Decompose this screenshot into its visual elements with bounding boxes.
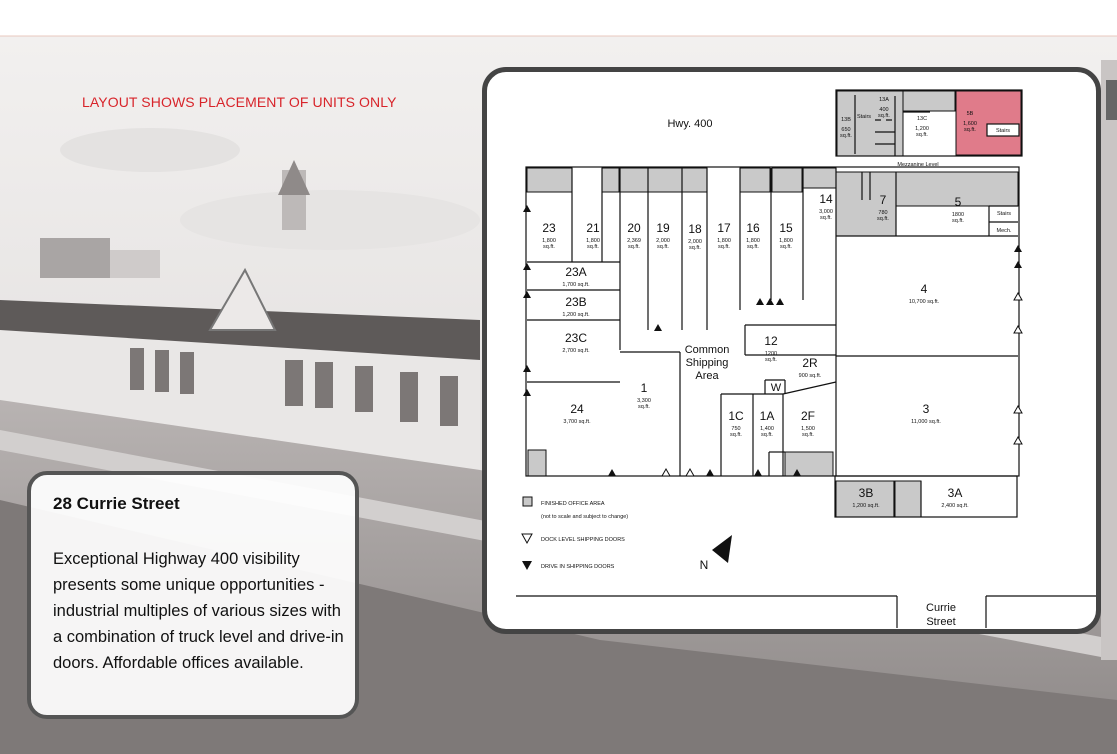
north-arrow-icon: [712, 535, 732, 563]
mezz-area-13c: sq.ft.: [916, 132, 928, 138]
office-area-6: [836, 172, 896, 236]
legend-dock-icon: [522, 534, 532, 543]
dock-door-0: [662, 469, 670, 476]
dock-door-3: [1014, 326, 1022, 333]
unit-label-20: 20: [627, 221, 641, 235]
unit-area-16: sq.ft.: [747, 244, 759, 250]
office-area-8: [528, 450, 546, 476]
unit-label-24: 24: [570, 402, 584, 416]
unit-area-7: sq.ft.: [877, 216, 889, 222]
street-label-1: Currie: [926, 602, 956, 614]
drivein-door-12: [654, 324, 662, 331]
mezz-area-13c: 1,200: [915, 126, 929, 132]
unit-area-1a: 1,400: [760, 426, 774, 432]
unit-area-24: 3,700 sq.ft.: [563, 419, 591, 425]
legend-office-label: FINISHED OFFICE AREA: [541, 501, 605, 507]
office-area-2: [620, 168, 707, 192]
mezzanine-level-label: Mezzanine Level: [897, 162, 939, 168]
unit-label-1: 1: [640, 381, 648, 395]
unit-label-14: 14: [819, 192, 833, 206]
unit-area-21: sq.ft.: [587, 244, 599, 250]
unit-label-18: 18: [688, 222, 702, 236]
unit-area-23a: 1,700 sq.ft.: [562, 282, 590, 288]
unit-area-1a: sq.ft.: [761, 432, 773, 438]
highway-label: Hwy. 400: [667, 118, 713, 130]
unit-label-3: 3: [922, 402, 930, 416]
unit-label-7: 7: [879, 193, 887, 207]
unit-area-15: 1,800: [779, 238, 793, 244]
unit-label-19: 19: [656, 221, 670, 235]
unit-label-23c: 23C: [564, 331, 588, 345]
office-area-9: [785, 452, 833, 476]
unit-label-1a: 1A: [759, 409, 775, 423]
legend-drivein-label: DRIVE IN SHIPPING DOORS: [541, 564, 615, 570]
property-description: Exceptional Highway 400 visibility presents some unique opportunities - industrial multiples of various sizes with a combination of truck level and drive-in doors. Affordable offices available.: [53, 550, 344, 672]
unit-area-19: sq.ft.: [657, 244, 669, 250]
unit-wall-28: [783, 382, 836, 394]
unit-area-23b: 1,200 sq.ft.: [562, 312, 590, 318]
drivein-door-8: [523, 389, 531, 396]
unit-area-2f: sq.ft.: [802, 432, 814, 438]
legend-drivein-icon: [522, 561, 532, 570]
common-area-label: Common: [684, 344, 730, 356]
unit-label-23b: 23B: [565, 295, 587, 309]
unit-label-15: 15: [779, 221, 793, 235]
dock-door-1: [686, 469, 694, 476]
legend-office-note: (not to scale and subject to change): [541, 514, 629, 520]
common-area-label: Area: [695, 370, 719, 382]
street-label-2: Street: [926, 616, 956, 628]
office-area-11: [895, 481, 921, 517]
unit-area-23c: 2,700 sq.ft.: [562, 348, 590, 354]
dock-door-5: [1014, 437, 1022, 444]
mezz-area-13b: sq.ft.: [840, 133, 852, 139]
unit-area-7: 780: [878, 210, 888, 216]
unit-label-1c: 1C: [728, 409, 744, 423]
unit-area-20: sq.ft.: [628, 244, 640, 250]
north-label: N: [699, 558, 709, 572]
stairs-label: Stairs: [996, 211, 1012, 217]
drivein-door-10: [766, 298, 774, 305]
legend-office-swatch: [523, 497, 532, 506]
unit-area-2f: 1,500: [801, 426, 815, 432]
unit-area-4: 10,700 sq.ft.: [908, 299, 940, 305]
drivein-door-11: [776, 298, 784, 305]
office-area-3: [740, 168, 770, 192]
mezz-stairs-label: Stairs: [995, 128, 1011, 134]
unit-label-23a: 23A: [565, 265, 587, 279]
office-area-4: [772, 168, 802, 192]
unit-label-3b: 3B: [858, 486, 874, 500]
unit-area-5: sq.ft.: [952, 218, 964, 224]
drivein-door-0: [608, 469, 616, 476]
unit-area-3: 11,000 sq.ft.: [911, 419, 941, 425]
property-title: 28 Currie Street: [53, 494, 180, 513]
drivein-door-13: [1014, 245, 1022, 252]
mezz-stairs-label-2: Stairs: [856, 114, 872, 120]
mech-label: Mech.: [996, 228, 1012, 234]
unit-area-21: 1,800: [586, 238, 600, 244]
mezz-area-13a: 400: [879, 107, 889, 113]
office-area-13: [903, 91, 955, 111]
unit-area-1: sq.ft.: [638, 404, 650, 410]
unit-area-14: sq.ft.: [820, 215, 832, 221]
dock-door-4: [1014, 406, 1022, 413]
office-area-5: [803, 168, 836, 188]
unit-label-12: 12: [764, 334, 778, 348]
unit-area-14: 3,000: [819, 209, 833, 215]
unit-area-23: sq.ft.: [543, 244, 555, 250]
common-area-label: Shipping: [685, 357, 729, 369]
unit-label-23: 23: [542, 221, 556, 235]
mezz-area-5b: 1,600: [963, 121, 977, 127]
drivein-door-4: [523, 205, 531, 212]
unit-label-16: 16: [746, 221, 760, 235]
mezz-label-5b: 5B: [966, 111, 974, 117]
dock-door-2: [1014, 293, 1022, 300]
unit-label-5: 5: [954, 195, 962, 209]
drivein-door-5: [523, 263, 531, 270]
drivein-door-7: [523, 365, 531, 372]
unit-label-17: 17: [717, 221, 731, 235]
unit-area-23: 1,800: [542, 238, 556, 244]
unit-area-15: sq.ft.: [780, 244, 792, 250]
mezz-label-13b: 13B: [841, 117, 851, 123]
legend-dock-label: DOCK LEVEL SHIPPING DOORS: [541, 537, 625, 543]
unit-area-1: 3,300: [637, 398, 651, 404]
mezz-area-5b: sq.ft.: [964, 127, 976, 133]
drivein-door-6: [523, 291, 531, 298]
unit-area-17: 1,800: [717, 238, 731, 244]
unit-area-16: 1,800: [746, 238, 760, 244]
unit-area-12: sq.ft.: [765, 357, 777, 363]
unit-label-21: 21: [586, 221, 600, 235]
office-area-1: [602, 168, 619, 192]
drivein-door-14: [1014, 261, 1022, 268]
washroom-label: W: [770, 382, 782, 394]
layout-notice: LAYOUT SHOWS PLACEMENT OF UNITS ONLY: [82, 94, 397, 110]
unit-area-18: 2,000: [688, 239, 702, 245]
drivein-door-2: [754, 469, 762, 476]
unit-area-19: 2,000: [656, 238, 670, 244]
mezz-label-13c: 13C: [916, 116, 928, 122]
unit-area-18: sq.ft.: [689, 245, 701, 251]
mezz-area-13a: sq.ft.: [878, 113, 890, 119]
drivein-door-1: [706, 469, 714, 476]
unit-label-2f: 2F: [800, 409, 816, 423]
unit-area-17: sq.ft.: [718, 244, 730, 250]
unit-area-1c: 750: [731, 426, 741, 432]
unit-label-4: 4: [920, 282, 928, 296]
office-area-12: [837, 91, 903, 156]
unit-label-2r: 2R: [802, 356, 818, 370]
unit-label-3a: 3A: [947, 486, 963, 500]
unit-area-1c: sq.ft.: [730, 432, 742, 438]
mezz-label-13a: 13A: [879, 97, 889, 103]
office-area-0: [527, 168, 572, 192]
unit-area-2r: 900 sq.ft.: [798, 373, 822, 379]
mezz-area-13b: 650: [841, 127, 851, 133]
unit-area-3b: 1,200 sq.ft.: [852, 503, 880, 509]
unit-area-20: 2,369: [627, 238, 641, 244]
drivein-door-9: [756, 298, 764, 305]
unit-area-3a: 2,400 sq.ft.: [941, 503, 969, 509]
unit-area-12: 1200: [764, 351, 778, 357]
unit-area-5: 1800: [951, 212, 965, 218]
